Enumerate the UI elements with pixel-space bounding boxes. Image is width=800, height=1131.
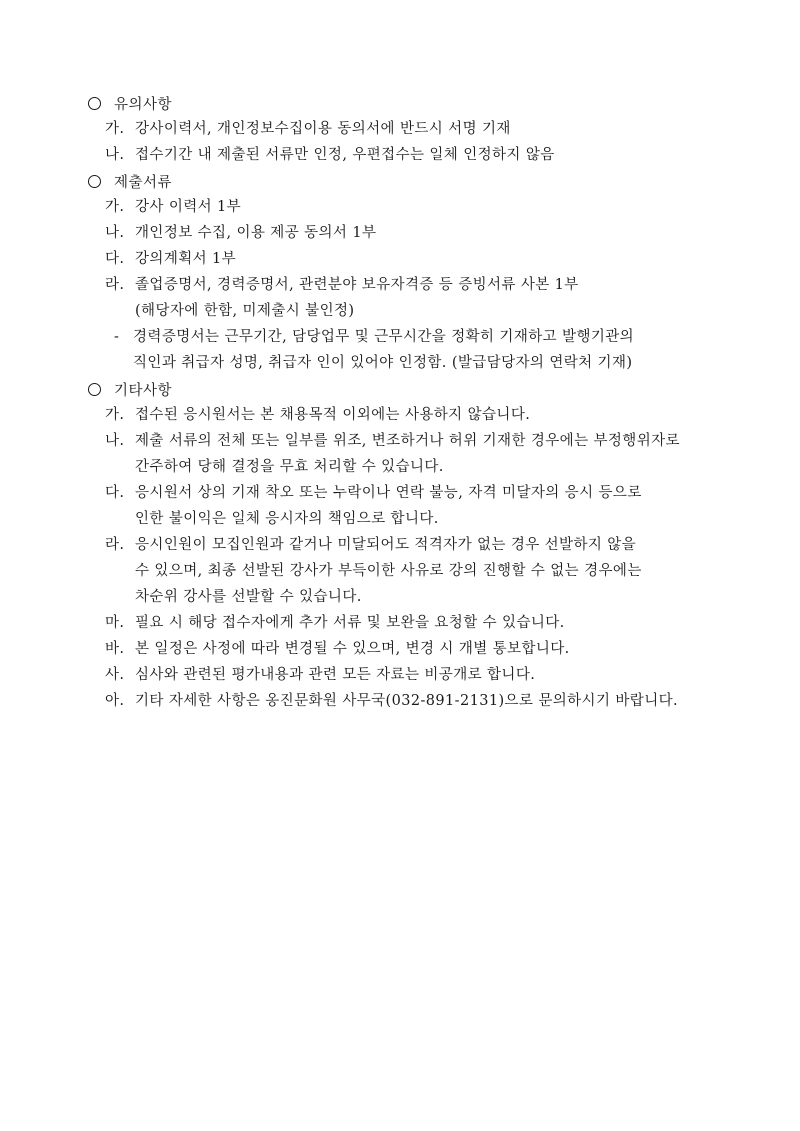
list-item [88,636,748,662]
list-item [88,610,748,636]
dash-marker: - [114,329,120,345]
dash-item-text: 경력증명서는 근무기간, 담당업무 및 근무시간을 정확히 기재하고 발행기관의 [133,329,635,345]
item-marker: 라. [105,277,125,293]
list-item [88,688,748,714]
item-text: 본 일정은 사정에 따라 변경될 수 있으며, 변경 시 개별 통보합니다. [135,641,570,657]
section-heading [88,376,748,402]
item-text: 개인정보 수집, 이용 제공 동의서 1부 [135,225,377,241]
list-item [88,246,748,272]
item-marker: 나. [105,433,125,449]
item-text: 강사 이력서 1부 [135,199,242,215]
list-item [88,142,748,168]
list-item [88,662,748,688]
section-documents [88,168,748,376]
section-title: 유의사항 [114,96,173,113]
item-text: 접수된 응시원서는 본 채용목적 이외에는 사용하지 않습니다. [135,407,531,423]
item-marker: 마. [105,615,125,631]
item-text: 강의계획서 1부 [135,251,237,267]
item-marker: 다. [105,251,125,267]
circle-bullet-icon [88,383,101,396]
dash-list-item [88,324,748,376]
item-marker: 사. [105,667,125,683]
section-notes [88,90,748,168]
document-page [88,90,748,714]
list-item [88,532,748,610]
item-marker: 가. [105,121,125,137]
section-heading [88,168,748,194]
item-text: 기타 자세한 사항은 옹진문화원 사무국(032-891-2131)으로 문의하시기 바랍니다. [135,693,679,709]
item-marker: 라. [105,537,125,553]
item-text: 강사이력서, 개인정보수집이용 동의서에 반드시 서명 기재 [135,121,511,137]
circle-bullet-icon [88,175,101,188]
list-item [88,116,748,142]
list-item [88,220,748,246]
section-title: 기타사항 [114,382,173,399]
item-marker: 아. [105,693,125,709]
item-text: 응시원서 상의 기재 착오 또는 누락이나 연락 불능, 자격 미달자의 응시 등으로 [135,485,642,501]
item-text: 필요 시 해당 접수자에게 추가 서류 및 보완을 요청할 수 있습니다. [135,615,565,631]
dash-item-text: 직인과 취급자 성명, 취급자 인이 있어야 인정함. (발급담당자의 연락처 기재) [133,355,633,371]
item-text: 접수기간 내 제출된 서류만 인정, 우편접수는 일체 인정하지 않음 [135,147,555,163]
list-item [88,272,748,298]
item-marker: 가. [105,407,125,423]
item-text: 인한 불이익은 일체 응시자의 책임으로 합니다. [135,511,439,527]
item-marker: 가. [105,199,125,215]
section-title: 제출서류 [114,174,173,191]
circle-bullet-icon [88,97,101,110]
item-note: (해당자에 한함, 미제출시 불인정) [135,303,355,319]
list-item [88,194,748,220]
item-text: 간주하여 당해 결정을 무효 처리할 수 있습니다. [135,459,444,475]
item-text: 심사와 관련된 평가내용과 관련 모든 자료는 비공개로 합니다. [135,667,536,683]
item-text: 졸업증명서, 경력증명서, 관련분야 보유자격증 등 증빙서류 사본 1부 [135,277,579,293]
list-item [88,428,748,480]
item-marker: 나. [105,225,125,241]
item-marker: 나. [105,147,125,163]
item-text: 제출 서류의 전체 또는 일부를 위조, 변조하거나 허위 기재한 경우에는 부정행위자로 [135,433,680,449]
list-item [88,402,748,428]
list-item [88,480,748,532]
section-misc [88,376,748,714]
item-text: 수 있으며, 최종 선발된 강사가 부득이한 사유로 강의 진행할 수 없는 경우에는 [135,563,642,579]
item-text: 응시인원이 모집인원과 같거나 미달되어도 적격자가 없는 경우 선발하지 않을 [135,537,637,553]
section-heading [88,90,748,116]
item-marker: 바. [105,641,125,657]
item-text: 차순위 강사를 선발할 수 있습니다. [135,589,362,605]
item-marker: 다. [105,485,125,501]
